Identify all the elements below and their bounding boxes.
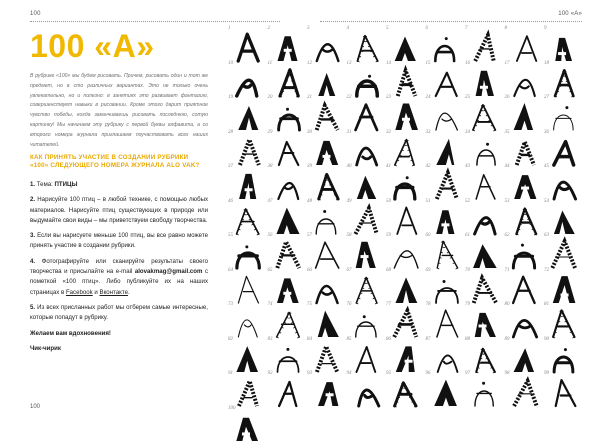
letter-a-drawing [426,372,466,412]
rule-text: Тема: [36,181,55,188]
letter-a-drawing [386,372,426,412]
drawing-number: 44 [504,164,510,169]
rule-text: Нарисуйте 100 птиц – в любой технике, с помощью любых материалов. Нарисуйте птиц существующих в природе или выдумайте свои виды – мы приветствуем свободу творчества. [30,196,208,224]
drawing-number: 5 [386,26,389,31]
drawing-number: 36 [544,129,549,135]
drawing-number: 62 [504,233,510,238]
rule-text: Фотографируйте или сканируйте результаты своего творчества и присылайте на e-mail [30,257,208,276]
drawing-number: 6 [425,26,428,31]
drawing-number: 40 [346,164,352,169]
drawing-number: 43 [465,164,470,169]
rule-number: 1. [30,181,36,188]
drawing-number: 68 [386,267,391,273]
letter-a-drawing [505,372,545,412]
drawing-number: 54 [544,198,549,204]
drawing-number: 19 [228,95,233,100]
drawing-number: 78 [425,302,431,307]
drawing-number: 55 [228,233,233,238]
letter-a-drawing [347,372,387,412]
drawing-number: 4 [346,26,349,31]
drawing-number: 73 [228,302,233,307]
drawing-number: 79 [465,302,470,307]
rule-text-cont: с пометкой «100 птиц». Либо публикуйте их на наших страницах в [30,268,208,296]
drawing-number: 23 [386,95,391,100]
drawing-number: 63 [544,233,549,238]
drawing-number: 94 [346,371,352,376]
drawing-number: 12 [307,60,312,66]
drawing-number: 35 [504,129,510,135]
letter-a-drawing [465,372,505,412]
drawing-number: 7 [465,26,468,31]
drawing-number: 61 [465,233,470,238]
drawing-number: 33 [425,129,431,135]
drawing-number: 84 [307,336,312,342]
drawing-number: 89 [504,336,510,342]
rule-5 [30,303,208,324]
header-rule-left [30,21,280,22]
rule-text-cont: и [92,288,100,296]
drawing-number: 46 [228,198,233,204]
drawing-number: 70 [465,267,470,273]
vkontakte-link[interactable]: Вконтакте [99,288,129,296]
drawing-number: 49 [346,198,352,204]
drawing-number: 18 [544,60,549,66]
drawing-number: 13 [346,60,352,66]
drawing-number: 20 [267,95,273,100]
rule-number: 4. [30,257,36,265]
drawing-number: 64 [228,267,233,273]
drawing-number: 22 [346,95,352,100]
drawing-number: 34 [465,129,470,135]
participation-rules [30,180,208,359]
drawing-number: 87 [425,336,431,342]
drawing-number: 52 [465,198,470,204]
drawing-number: 91 [228,371,233,376]
drawing-number: 1 [228,26,231,31]
drawing-number: 58 [346,233,352,238]
drawing-number: 53 [504,198,510,204]
drawing-number: 31 [346,129,352,135]
rule-number: 3. [30,232,36,240]
intro-text: В рубрике «100» мы будем рисовать. Причем, рисовать один и тот же предмет, но в сто различных вариантах. Это не только очень увлекательно, но и полезно: в занятиях это развивает фантазию, совершенствует навыки в рисовании. Кроме этого дарит приятное чувство победы, когда заканчиваешь рисовать последнюю, сотую картинку! Мы начинаем эту рубрику с первой буквы алфавита, а со второго номера журнала приглашаем поучаствовать всех наших читателей. [30,73,208,148]
rule-4 [30,257,208,298]
email-address[interactable]: alovakmag@gmail.com [134,268,203,276]
drawing-number: 26 [504,95,510,100]
drawing-number: 15 [425,60,431,66]
drawing-number: 14 [386,60,391,66]
rule-2 [30,195,208,226]
drawing-number: 37 [228,164,233,169]
drawing-number: 65 [267,267,273,273]
drawing-number: 85 [346,336,352,342]
rule-number: 5. [30,303,36,311]
drawing-number: 99 [544,371,549,376]
drawing-number: 2 [267,26,270,31]
drawing-number: 74 [267,302,273,307]
header-rule-right [320,21,582,22]
drawing-number: 11 [267,60,273,66]
drawing-number: 100 [228,405,236,411]
drawing-number: 39 [307,164,312,169]
letter-a-drawing [307,372,347,412]
drawing-number: 86 [386,336,391,342]
drawing-number: 41 [386,164,391,169]
drawing-number: 93 [307,371,312,376]
drawing-number: 24 [425,95,431,100]
rule-3 [30,231,208,252]
rule-text: Из всех присланных работ мы отберем самые интересные, которые попадут в рубрику. [30,303,208,322]
rule-1 [30,180,208,190]
drawing-number: 98 [504,371,510,376]
drawing-number: 9 [544,26,547,31]
drawing-number: 80 [504,302,510,307]
drawing-number: 76 [346,302,352,307]
drawing-number: 10 [228,60,233,66]
drawing-number: 17 [504,60,510,66]
drawing-number: 50 [386,198,391,204]
drawing-number: 32 [386,129,391,135]
drawing-number: 67 [346,267,352,273]
drawing-number: 90 [544,336,549,342]
drawing-number: 38 [267,164,273,169]
drawing-number: 29 [267,129,273,135]
drawing-number: 77 [386,302,391,307]
drawing-number: 42 [425,164,431,169]
drawing-number: 30 [307,129,312,135]
letter-a-gallery [228,26,584,411]
drawing-number: 82 [228,336,233,342]
drawing-number: 83 [267,336,273,342]
drawing-number: 75 [307,302,312,307]
closing-wish: Желаем вам вдохновения! [30,329,111,337]
drawing-number: 25 [465,95,470,100]
drawing-number: 48 [307,198,312,204]
section-heading: КАК ПРИНЯТЬ УЧАСТИЕ В СОЗДАНИИ РУБРИКИ «100» СЛЕДУЮЩЕГО НОМЕРА ЖУРНАЛА ALO VAK? [30,154,200,169]
drawing-number: 27 [544,95,549,100]
rule-number: 2. [30,196,36,204]
rule-text: Если вы нарисуете меньше 100 птиц, вы все равно можете принять участие в создании рубрики. [30,232,208,250]
running-header-right: 100 «А» [558,11,582,17]
rule-text-end: . [128,288,130,296]
drawing-number: 8 [504,26,507,31]
drawing-number: 3 [307,26,310,31]
drawing-number: 51 [425,198,431,204]
drawing-number: 57 [307,233,312,238]
letter-a-drawing [544,372,584,412]
drawing-number: 71 [504,267,510,273]
drawing-number: 69 [425,267,431,273]
drawing-number: 56 [267,233,273,238]
intro-paragraph [30,72,208,150]
drawing-number: 96 [425,371,431,376]
drawing-number: 88 [465,336,470,342]
drawing-number: 97 [465,371,470,376]
letter-a-drawing [268,372,308,412]
signature: Чик-чирик [30,344,61,352]
drawing-number: 28 [228,129,233,135]
drawing-number: 45 [544,164,549,169]
letter-a-drawing [228,407,268,447]
drawing-number: 47 [267,198,273,204]
drawing-number: 81 [544,302,549,307]
running-header-left: 100 [30,11,41,17]
page-title: 100 «А» [30,28,155,64]
drawing-number: 66 [307,267,312,273]
drawing-number: 95 [386,371,391,376]
drawing-number: 21 [307,95,312,100]
drawing-number: 72 [544,267,549,273]
drawing-number: 92 [267,371,273,376]
page-number-left: 100 [30,404,41,410]
drawing-number: 59 [386,233,391,238]
drawing-number: 60 [425,233,431,238]
facebook-link[interactable]: Facebook [65,288,93,296]
rule-theme: ПТИЦЫ [54,181,78,188]
drawing-number: 16 [465,60,470,66]
